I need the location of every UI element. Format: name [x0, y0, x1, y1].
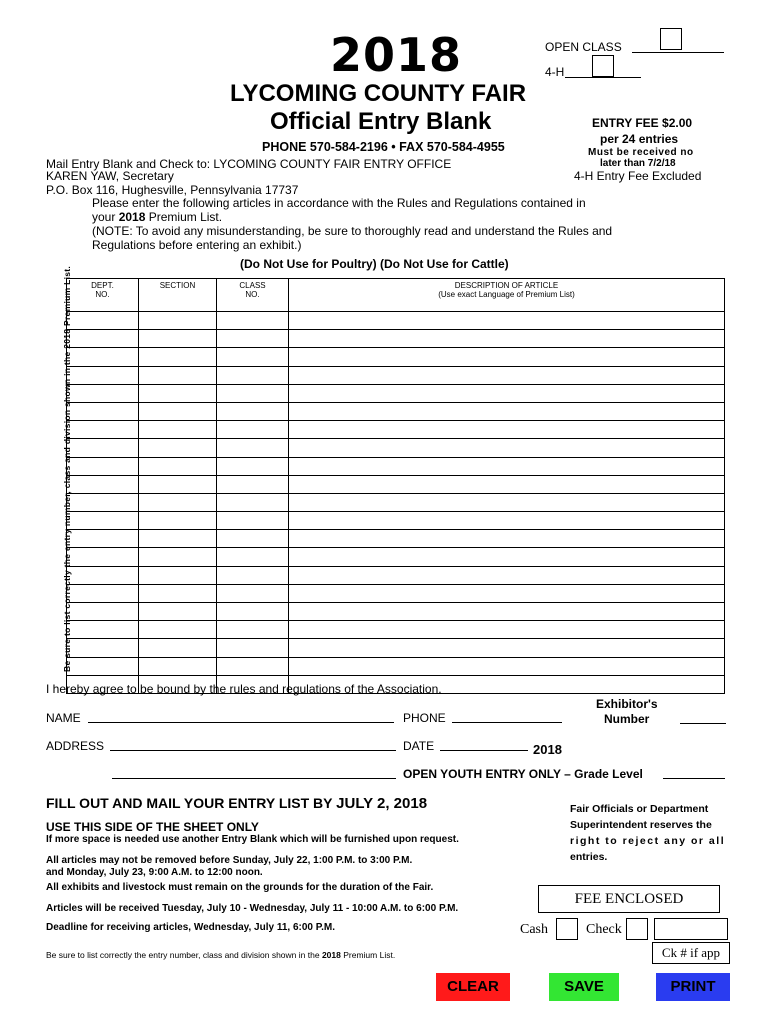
class-cell[interactable]	[217, 548, 289, 566]
dept-cell[interactable]	[67, 566, 139, 584]
officials-line-2: Superintendent reserves the	[570, 819, 712, 831]
table-row	[67, 312, 725, 330]
received-dates: Articles will be received Tuesday, July 10 - Wednesday, July 11 - 10:00 A.M. to 6:00 P.M.	[46, 903, 459, 914]
agreement-text: I hereby agree to be bound by the rules and regulations of the Association.	[46, 682, 442, 696]
entry-table	[66, 278, 725, 694]
four-h-excluded: 4-H Entry Fee Excluded	[574, 169, 702, 183]
section-cell[interactable]	[139, 584, 217, 602]
class-cell[interactable]	[217, 457, 289, 475]
dept-cell[interactable]	[67, 657, 139, 675]
grade-level-field[interactable]	[663, 778, 725, 779]
not-removed-2: and Monday, July 23, 9:00 A.M. to 12:00 noon.	[46, 867, 263, 878]
instructions-premium: Premium List.	[148, 210, 223, 224]
header-section: SECTION	[139, 279, 217, 312]
form-year: 2018	[330, 28, 463, 82]
description-cell[interactable]	[289, 312, 725, 330]
exhibitor-number-field[interactable]	[680, 723, 726, 724]
name-label: NAME	[46, 711, 81, 725]
table-row	[67, 439, 725, 457]
description-cell[interactable]	[289, 366, 725, 384]
entry-fee: ENTRY FEE $2.00	[592, 116, 693, 130]
section-cell[interactable]	[139, 475, 217, 493]
mail-line-1: Mail Entry Blank and Check to: LYCOMING COUNTY FAIR ENTRY OFFICE	[46, 157, 452, 171]
date-year: 2018	[533, 742, 562, 757]
officials-line-4: entries.	[570, 851, 608, 863]
instructions-line-1: Please enter the following articles in accordance with the Rules and Regulations contained in	[92, 196, 586, 210]
header-dept: DEPT. NO.	[67, 279, 139, 312]
table-header-row	[67, 279, 725, 312]
table-row	[67, 512, 725, 530]
check-checkbox[interactable]	[626, 918, 648, 940]
dept-cell[interactable]	[67, 402, 139, 420]
check-label: Check	[586, 922, 622, 937]
dept-cell[interactable]	[67, 348, 139, 366]
officials-line-1: Fair Officials or Department	[570, 803, 709, 815]
print-button[interactable]: PRINT	[656, 973, 730, 1001]
table-row	[67, 348, 725, 366]
later-than: later than 7/2/18	[600, 158, 676, 169]
class-cell[interactable]	[217, 639, 289, 657]
instructions-year: 2018	[118, 210, 146, 224]
cash-checkbox[interactable]	[556, 918, 578, 940]
description-cell[interactable]	[289, 530, 725, 548]
form-title: Official Entry Blank	[270, 108, 492, 135]
fill-out-heading: FILL OUT AND MAIL YOUR ENTRY LIST BY JULY 2, 2018	[46, 795, 428, 812]
section-cell[interactable]	[139, 548, 217, 566]
open-class-checkbox[interactable]	[660, 28, 682, 50]
section-cell[interactable]	[139, 366, 217, 384]
class-cell[interactable]	[217, 530, 289, 548]
mail-line-2: KAREN YAW, Secretary	[46, 169, 174, 183]
class-cell[interactable]	[217, 312, 289, 330]
exhibitor-label-1: Exhibitor's	[596, 697, 658, 711]
instructions-line-4: Regulations before entering an exhibit.)	[92, 238, 302, 252]
table-row	[67, 366, 725, 384]
table-row	[67, 402, 725, 420]
table-row	[67, 475, 725, 493]
dept-cell[interactable]	[67, 621, 139, 639]
dept-cell[interactable]	[67, 384, 139, 402]
name-field[interactable]	[88, 722, 394, 723]
section-cell[interactable]	[139, 312, 217, 330]
section-cell[interactable]	[139, 439, 217, 457]
class-cell[interactable]	[217, 603, 289, 621]
table-row	[67, 603, 725, 621]
class-cell[interactable]	[217, 512, 289, 530]
section-cell[interactable]	[139, 457, 217, 475]
mail-line-3: P.O. Box 116, Hughesville, Pennsylvania 17737	[46, 183, 299, 197]
description-cell[interactable]	[289, 548, 725, 566]
table-row	[67, 566, 725, 584]
phone-fax: PHONE 570-584-2196 • FAX 570-584-4955	[262, 140, 505, 154]
section-cell[interactable]	[139, 621, 217, 639]
table-row	[67, 639, 725, 657]
save-button[interactable]: SAVE	[549, 973, 619, 1001]
do-not-use-warning: (Do Not Use for Poultry) (Do Not Use for Cattle)	[240, 257, 509, 271]
section-cell[interactable]	[139, 657, 217, 675]
dept-cell[interactable]	[67, 439, 139, 457]
description-cell[interactable]	[289, 584, 725, 602]
class-cell[interactable]	[217, 475, 289, 493]
phone-field[interactable]	[452, 722, 562, 723]
class-cell[interactable]	[217, 421, 289, 439]
youth-field[interactable]	[112, 778, 396, 779]
table-row	[67, 330, 725, 348]
address-label: ADDRESS	[46, 739, 105, 753]
table-row	[67, 621, 725, 639]
class-cell[interactable]	[217, 439, 289, 457]
description-cell[interactable]	[289, 330, 725, 348]
description-cell[interactable]	[289, 421, 725, 439]
description-cell[interactable]	[289, 475, 725, 493]
open-class-line	[632, 52, 724, 53]
section-cell[interactable]	[139, 603, 217, 621]
not-removed-1: All articles may not be removed before Sunday, July 22, 1:00 P.M. to 3:00 P.M.	[46, 855, 413, 866]
youth-label: OPEN YOUTH ENTRY ONLY – Grade Level	[403, 767, 643, 781]
description-cell[interactable]	[289, 439, 725, 457]
class-cell[interactable]	[217, 566, 289, 584]
fair-name: LYCOMING COUNTY FAIR	[230, 80, 527, 107]
table-row	[67, 530, 725, 548]
four-h-label: 4-H	[545, 65, 565, 79]
class-cell[interactable]	[217, 330, 289, 348]
dept-cell[interactable]	[67, 475, 139, 493]
header-description: DESCRIPTION OF ARTICLE (Use exact Language of Premium List)	[289, 279, 725, 312]
class-cell[interactable]	[217, 657, 289, 675]
per-entries: per 24 entries	[600, 132, 679, 146]
class-cell[interactable]	[217, 366, 289, 384]
class-cell[interactable]	[217, 402, 289, 420]
four-h-line	[565, 77, 641, 78]
address-field[interactable]	[110, 750, 396, 751]
dept-cell[interactable]	[67, 330, 139, 348]
dept-cell[interactable]	[67, 312, 139, 330]
deadline-note: Deadline for receiving articles, Wednesday, July 11, 6:00 P.M.	[46, 922, 336, 933]
class-cell[interactable]	[217, 348, 289, 366]
section-cell[interactable]	[139, 330, 217, 348]
description-cell[interactable]	[289, 603, 725, 621]
section-cell[interactable]	[139, 402, 217, 420]
section-cell[interactable]	[139, 512, 217, 530]
table-row	[67, 384, 725, 402]
cash-label: Cash	[520, 922, 548, 937]
instructions-line-3: (NOTE: To avoid any misunderstanding, be sure to thoroughly read and understand the Rules and	[92, 224, 613, 238]
dept-cell[interactable]	[67, 512, 139, 530]
phone-label: PHONE	[403, 711, 446, 725]
description-cell[interactable]	[289, 657, 725, 675]
section-cell[interactable]	[139, 421, 217, 439]
section-cell[interactable]	[139, 639, 217, 657]
class-cell[interactable]	[217, 621, 289, 639]
clear-button[interactable]: CLEAR	[436, 973, 510, 1001]
class-cell[interactable]	[217, 493, 289, 511]
ck-number-label: Ck # if app	[652, 942, 730, 964]
table-row	[67, 493, 725, 511]
dept-cell[interactable]	[67, 457, 139, 475]
dept-cell[interactable]	[67, 530, 139, 548]
description-cell[interactable]	[289, 402, 725, 420]
description-cell[interactable]	[289, 348, 725, 366]
exhibitor-label-2: Number	[604, 712, 650, 726]
open-class-label: OPEN CLASS	[545, 40, 622, 54]
section-cell[interactable]	[139, 384, 217, 402]
section-cell[interactable]	[139, 493, 217, 511]
dept-cell[interactable]	[67, 548, 139, 566]
check-number-input[interactable]	[654, 918, 728, 940]
must-remain: All exhibits and livestock must remain on the grounds for the duration of the Fair.	[46, 882, 434, 893]
description-cell[interactable]	[289, 621, 725, 639]
must-be-received: Must be received no	[588, 147, 694, 158]
date-field[interactable]	[440, 750, 528, 751]
table-row	[67, 548, 725, 566]
instructions-your: your	[92, 210, 116, 224]
description-cell[interactable]	[289, 639, 725, 657]
table-row	[67, 457, 725, 475]
dept-cell[interactable]	[67, 366, 139, 384]
side-note: Be sure to list correctly the entry number, class and division shown in the 2018 Premium List.	[62, 265, 72, 672]
section-cell[interactable]	[139, 566, 217, 584]
header-class: CLASS NO.	[217, 279, 289, 312]
dept-cell[interactable]	[67, 493, 139, 511]
table-row	[67, 584, 725, 602]
table-row	[67, 421, 725, 439]
dept-cell[interactable]	[67, 584, 139, 602]
class-cell[interactable]	[217, 384, 289, 402]
dept-cell[interactable]	[67, 421, 139, 439]
class-cell[interactable]	[217, 584, 289, 602]
description-cell[interactable]	[289, 566, 725, 584]
table-row	[67, 657, 725, 675]
section-cell[interactable]	[139, 348, 217, 366]
fee-enclosed-box: FEE ENCLOSED	[538, 885, 720, 913]
dept-cell[interactable]	[67, 603, 139, 621]
instructions-line-2	[92, 210, 222, 224]
more-space-note: If more space is needed use another Entry Blank which will be furnished upon request.	[46, 834, 459, 845]
section-cell[interactable]	[139, 530, 217, 548]
dept-cell[interactable]	[67, 639, 139, 657]
use-side-note: USE THIS SIDE OF THE SHEET ONLY	[46, 820, 259, 834]
date-label: DATE	[403, 739, 435, 753]
description-cell[interactable]	[289, 493, 725, 511]
description-cell[interactable]	[289, 512, 725, 530]
bottom-note: Be sure to list correctly the entry number, class and division shown in the 2018 Premium List.	[46, 950, 396, 960]
description-cell[interactable]	[289, 457, 725, 475]
officials-line-3: right to reject any or all	[570, 835, 726, 847]
description-cell[interactable]	[289, 384, 725, 402]
four-h-checkbox[interactable]	[592, 55, 614, 77]
